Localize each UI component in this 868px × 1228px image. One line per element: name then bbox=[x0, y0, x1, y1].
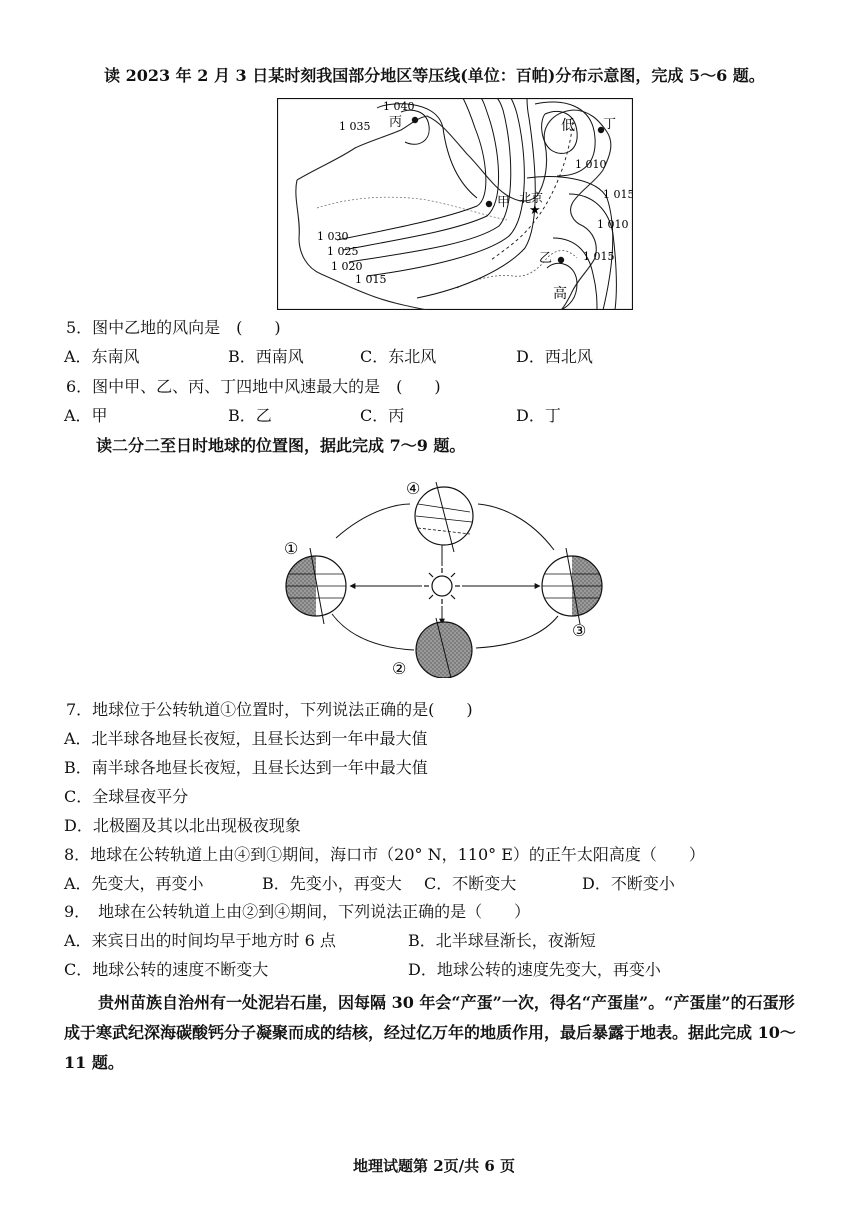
point-yi bbox=[558, 257, 564, 263]
orbit-arc-4-3 bbox=[478, 504, 554, 550]
map-label-1040: 1 040 bbox=[383, 100, 415, 113]
map-label-1025: 1 025 bbox=[327, 245, 359, 258]
isobar-map-svg bbox=[277, 98, 633, 310]
point-bing bbox=[412, 117, 418, 123]
orbit-label-4: ④ bbox=[406, 479, 421, 498]
orbit-label-1: ① bbox=[284, 539, 299, 558]
map-label-low: 低 bbox=[561, 118, 575, 134]
q7-option-a[interactable]: A．北半球各地昼长夜短，且昼长达到一年中最大值 bbox=[64, 729, 428, 748]
q9-stem: 9． 地球在公转轨道上由②到④期间，下列说法正确的是（ ） bbox=[64, 902, 531, 921]
passage-q10-11: 贵州苗族自治州有一处泥岩石崖，因每隔 30 年会“产蛋”一次，得名“产蛋崖”。“产蛋崖”的石蛋形成于寒武纪深海碳酸钙分子凝聚而成的结核，经过亿万年的地质作用，最后暴露于地表。据此完成 10～11 题。 bbox=[64, 993, 796, 1072]
q7-option-b[interactable]: B．南半球各地昼长夜短，且昼长达到一年中最大值 bbox=[64, 758, 428, 777]
q5-option-c[interactable]: C．东北风 bbox=[360, 347, 437, 366]
orbit-arc-2-1 bbox=[332, 614, 414, 650]
orbit-arc-1-4 bbox=[336, 504, 410, 538]
q6-option-b[interactable]: B．乙 bbox=[228, 406, 272, 425]
map-label-yi: 乙 bbox=[539, 251, 553, 266]
page-footer: 地理试题第 2页/共 6 页 bbox=[352, 1157, 516, 1175]
q6-option-c[interactable]: C．丙 bbox=[360, 406, 405, 425]
map-label-1030: 1 030 bbox=[317, 230, 349, 243]
map-label-1010-b: 1 010 bbox=[597, 218, 629, 231]
orbit-arc-3-2 bbox=[476, 616, 558, 648]
q6-stem: 6．图中甲、乙、丙、丁四地中风速最大的是 ( ) bbox=[66, 377, 441, 396]
q5-stem: 5．图中乙地的风向是 ( ) bbox=[66, 318, 281, 337]
q8-option-c[interactable]: C．不断变大 bbox=[424, 874, 517, 893]
orbit-label-2: ② bbox=[392, 659, 407, 678]
q6-option-a[interactable]: A．甲 bbox=[64, 406, 108, 425]
earth-position-4 bbox=[415, 482, 473, 552]
map-label-1010-a: 1 010 bbox=[575, 158, 607, 171]
map-label-high: 高 bbox=[553, 286, 567, 302]
q5-option-d[interactable]: D．西北风 bbox=[516, 347, 593, 366]
sun-icon bbox=[424, 568, 460, 604]
q5-option-a[interactable]: A．东南风 bbox=[64, 347, 140, 366]
beijing-star-icon: ★ bbox=[529, 203, 541, 218]
earth-position-2 bbox=[416, 618, 472, 678]
earth-position-3 bbox=[542, 548, 602, 624]
q7-option-c[interactable]: C．全球昼夜平分 bbox=[64, 787, 189, 806]
orbit-label-3: ③ bbox=[572, 621, 587, 640]
point-jia bbox=[486, 201, 492, 207]
q9-option-a[interactable]: A．来宾日出的时间均早于地方时 6 点 bbox=[64, 931, 336, 950]
q5-option-b[interactable]: B．西南风 bbox=[228, 347, 304, 366]
map-label-1015-c: 1 015 bbox=[583, 250, 615, 263]
map-label-1020: 1 020 bbox=[331, 260, 363, 273]
intro-q7-9: 读二分二至日时地球的位置图，据此完成 7～9 题。 bbox=[96, 436, 466, 455]
q9-option-b[interactable]: B．北半球昼渐长，夜渐短 bbox=[408, 931, 596, 950]
map-label-jia: 甲 bbox=[497, 195, 511, 210]
q7-option-d[interactable]: D．北极圈及其以北出现极夜现象 bbox=[64, 816, 301, 835]
q9-option-c[interactable]: C．地球公转的速度不断变大 bbox=[64, 960, 269, 979]
isobar-map bbox=[277, 98, 633, 310]
q9-option-d[interactable]: D．地球公转的速度先变大，再变小 bbox=[408, 960, 661, 979]
intro-q5-6: 读 2023 年 2 月 3 日某时刻我国部分地区等压线(单位：百帕)分布示意图，完成 5～6 题。 bbox=[104, 66, 765, 85]
orbit-svg bbox=[270, 478, 620, 678]
map-label-1035: 1 035 bbox=[339, 120, 371, 133]
q7-stem: 7．地球位于公转轨道①位置时，下列说法正确的是( ) bbox=[66, 700, 473, 719]
earth-position-1 bbox=[286, 548, 346, 624]
q8-option-d[interactable]: D．不断变小 bbox=[582, 874, 675, 893]
q8-option-a[interactable]: A．先变大，再变小 bbox=[64, 874, 204, 893]
map-label-1015-b: 1 015 bbox=[603, 188, 633, 201]
map-label-bing: 丙 bbox=[389, 115, 403, 130]
q6-option-d[interactable]: D．丁 bbox=[516, 406, 561, 425]
q8-stem: 8．地球在公转轨道上由④到①期间，海口市（20° N，110° E）的正午太阳高度（ ） bbox=[64, 845, 705, 864]
map-label-1015: 1 015 bbox=[355, 273, 387, 286]
map-label-ding: 丁 bbox=[603, 117, 617, 132]
map-label-beijing: 北京 bbox=[519, 191, 544, 205]
orbit-diagram bbox=[270, 478, 620, 678]
q8-option-b[interactable]: B．先变小，再变大 bbox=[262, 874, 402, 893]
